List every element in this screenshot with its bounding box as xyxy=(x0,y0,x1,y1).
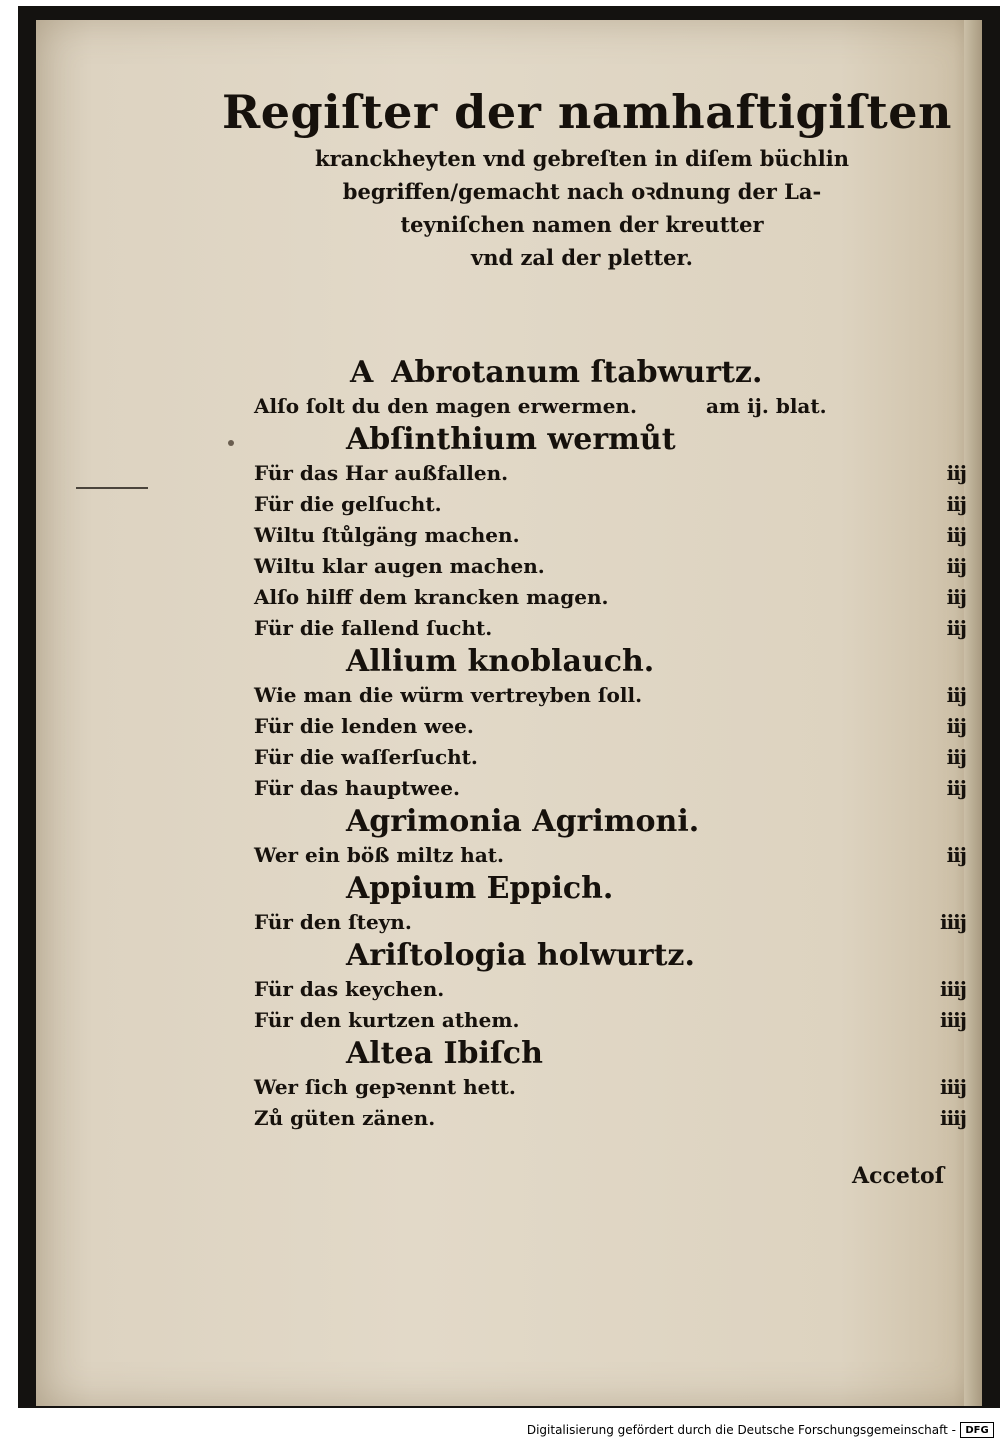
entry-leaf-number: iij xyxy=(946,616,966,640)
title-line-2: kranckheyten vnd gebreſten in diſem büchlin xyxy=(315,146,849,171)
entry-text: Wie man die würm vertreyben ſoll. xyxy=(254,683,643,707)
section-heading: Altea Ibiſch xyxy=(346,1036,543,1071)
entry-text: Für die gelſucht. xyxy=(254,492,442,516)
entry-text: Wiltu ſtůlgäng machen. xyxy=(254,523,520,547)
register-entry xyxy=(254,391,966,422)
register-entry xyxy=(254,840,966,871)
register-entry xyxy=(254,613,966,644)
entry-text: Für das Har außfallen. xyxy=(254,461,509,485)
entry-text: Für den ſteyn. xyxy=(254,910,412,934)
register-entry xyxy=(254,907,966,938)
dfg-logo[interactable]: DFG xyxy=(960,1422,994,1438)
entry-text: Für den kurtzen athem. xyxy=(254,1008,520,1032)
entry-text: Zů güten zänen. xyxy=(254,1106,436,1130)
page-edge xyxy=(964,20,982,1406)
entry-text: Für die lenden wee. xyxy=(254,714,474,738)
register-entry xyxy=(254,711,966,742)
title-line-3: begriffen/gemacht nach oꝛdnung der La- xyxy=(342,179,822,204)
entry-text: Für das hauptwee. xyxy=(254,776,460,800)
register-entry xyxy=(254,489,966,520)
section-heading: Appium Eppich. xyxy=(346,871,614,906)
entry-leaf-number: iiij xyxy=(939,1106,966,1130)
catchword: Accetoſ xyxy=(852,1163,945,1189)
section-heading-text: Abrotanum ſtabwurtz. xyxy=(391,355,763,390)
register-entry xyxy=(254,1072,966,1103)
entry-text: Alſo ſolt du den magen erwermen. xyxy=(254,394,637,418)
section-heading: Ariſtologia holwurtz. xyxy=(346,938,695,973)
register-entry xyxy=(254,520,966,551)
entry-leaf-number: iij xyxy=(946,843,966,867)
register-entry xyxy=(254,1103,966,1134)
register-entries xyxy=(254,355,966,1134)
entry-leaf-number: iiij xyxy=(939,1075,966,1099)
entry-text: Wer ſich gepꝛennt hett. xyxy=(254,1075,516,1099)
entry-leaf-number: iij xyxy=(946,585,966,609)
title-line-5: vnd zal der pletter. xyxy=(471,245,693,270)
section-heading: Abſinthium wermůt xyxy=(346,422,676,457)
register-entry xyxy=(254,582,966,613)
section-heading: Agrimonia Agrimoni. xyxy=(346,804,700,839)
register-entry xyxy=(254,551,966,582)
entry-leaf-number: iij xyxy=(946,492,966,516)
entry-leaf-number: iij xyxy=(946,776,966,800)
entry-text: Wiltu klar augen machen. xyxy=(254,554,545,578)
funding-notice: Digitalisierung gefördert durch die Deutsche Forschungsgemeinschaft - xyxy=(526,1423,956,1437)
entry-leaf-number: iiij xyxy=(939,977,966,1001)
entry-text: Für das keychen. xyxy=(254,977,445,1001)
entry-leaf-number: iiij xyxy=(939,910,966,934)
section-heading xyxy=(254,355,966,391)
entry-text: Wer ein böß miltz hat. xyxy=(254,843,504,867)
register-entry xyxy=(254,773,966,804)
register-entry xyxy=(254,974,966,1005)
entry-text: Für die fallend ſucht. xyxy=(254,616,493,640)
section-letter: A xyxy=(350,355,374,390)
entry-leaf-number: iij xyxy=(946,523,966,547)
paper-speck xyxy=(228,440,234,446)
register-entry xyxy=(254,1005,966,1036)
section-heading: Allium knoblauch. xyxy=(346,644,655,679)
entry-leaf-number: iij xyxy=(946,745,966,769)
title-line-4: teyniſchen namen der kreutter xyxy=(400,212,764,237)
entry-leaf-number: iij xyxy=(946,683,966,707)
register-entry xyxy=(254,458,966,489)
title-line-1: Regiſter der namhaftigiſten xyxy=(222,85,952,139)
entry-text: Alſo hilff dem krancken magen. xyxy=(254,585,609,609)
entry-leaf-number: iiij xyxy=(939,1008,966,1032)
entry-leaf-number: iij xyxy=(946,714,966,738)
entry-leaf-number: iij xyxy=(946,461,966,485)
register-entry xyxy=(254,742,966,773)
entry-leaf-number: iij xyxy=(946,554,966,578)
entry-page-reference: am ij. blat. xyxy=(706,394,827,418)
register-entry xyxy=(254,680,966,711)
digitization-footer xyxy=(0,1420,1000,1442)
margin-pencil-mark xyxy=(76,487,148,489)
register-title xyxy=(222,82,952,274)
entry-text: Für die waſſerſucht. xyxy=(254,745,478,769)
